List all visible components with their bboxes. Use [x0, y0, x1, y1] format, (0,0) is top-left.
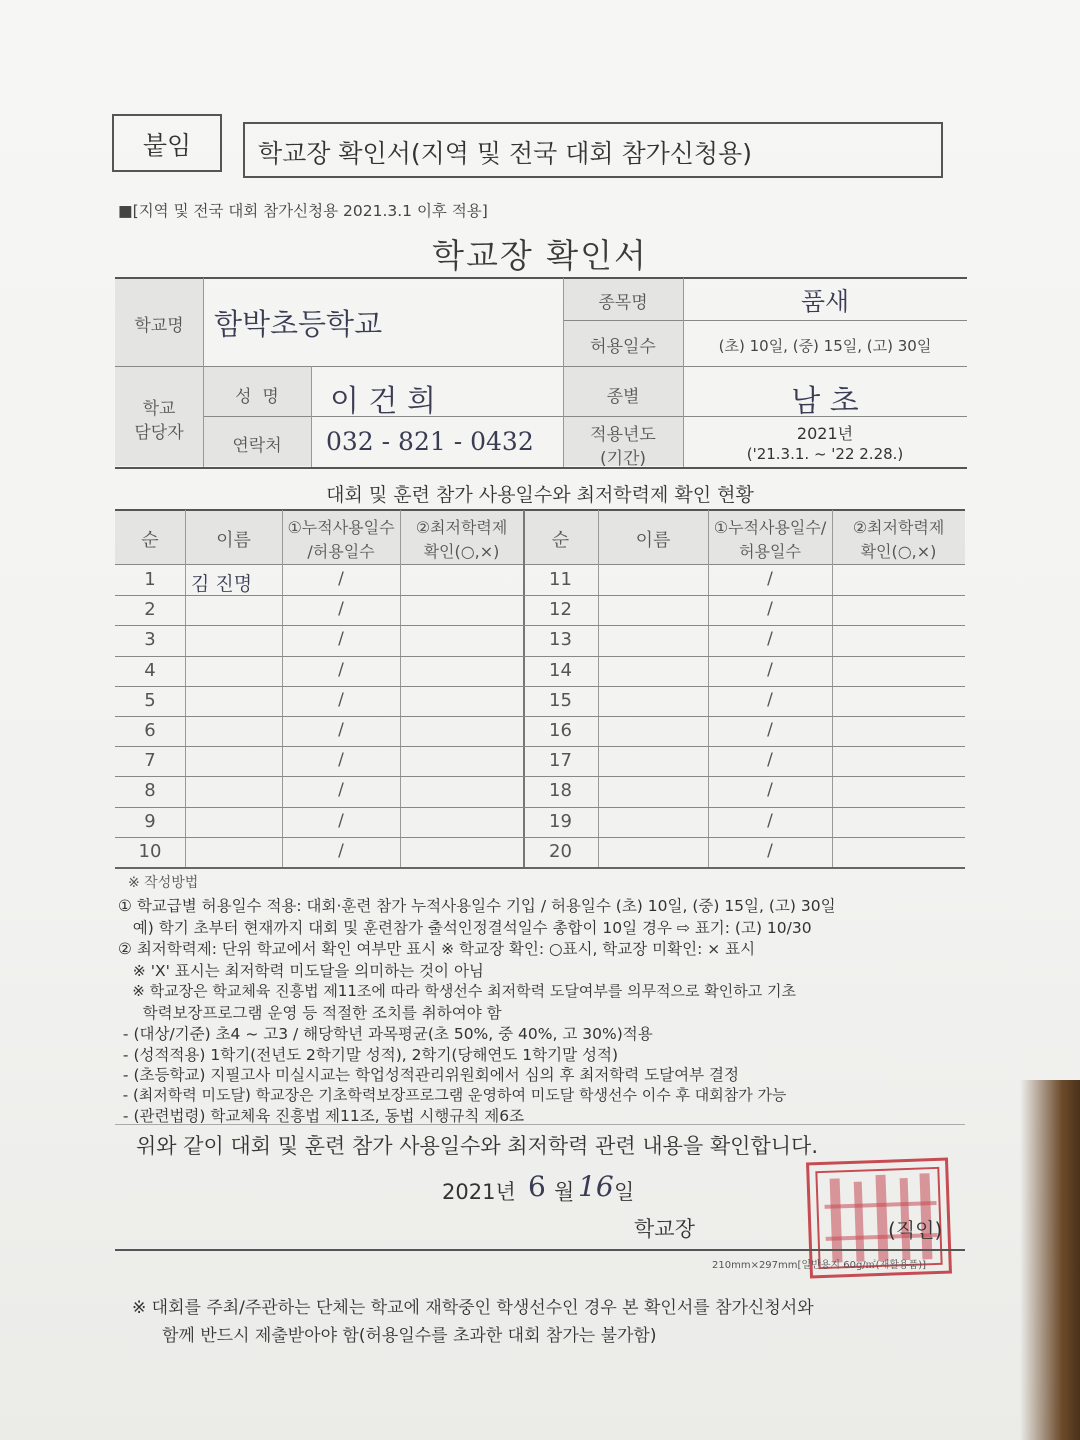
seal-label: (직인) — [888, 1218, 943, 1242]
signature-bottom-line — [115, 1249, 965, 1251]
note-line-3: ② 최저학력제: 단위 학교에서 확인 여부만 표시 ※ 학교장 확인: ○표시, 학교장 미확인: × 표시 — [118, 940, 756, 958]
col-min-right-2: 확인(○,×) — [860, 542, 937, 561]
header-title: 학교장 확인서(지역 및 전국 대회 참가신청용) — [258, 139, 752, 168]
footer-line-1: ※ 대회를 주최/주관하는 단체는 학교에 재학중인 학생선수인 경우 본 확인서를 참가신청서와 — [132, 1298, 814, 1318]
row-days-slash: / — [767, 690, 773, 710]
row-days-slash: / — [338, 690, 344, 710]
status-table-title: 대회 및 훈련 참가 사용일수와 최저학력제 확인 현황 — [326, 484, 754, 506]
row-days-slash: / — [338, 811, 344, 831]
row-number: 10 — [138, 841, 162, 862]
table-row-divider — [115, 686, 965, 687]
table-row-divider — [115, 837, 965, 838]
info-top-border — [115, 277, 967, 279]
table-row-divider — [115, 867, 965, 869]
row-days-slash: / — [338, 780, 344, 800]
row-number: 18 — [549, 780, 572, 801]
table-row-divider — [115, 807, 965, 808]
row-days-slash: / — [338, 660, 344, 680]
table-row-divider — [115, 625, 965, 626]
col-no-right: 순 — [551, 530, 570, 551]
document-title: 학교장 확인서 — [432, 236, 648, 275]
principal-label: 학교장 — [634, 1217, 695, 1241]
paper-size-note: 210mm×297mm[일반용지 60g/㎡(재활용품)] — [712, 1260, 927, 1271]
row-number: 6 — [144, 720, 156, 741]
row-number: 20 — [549, 841, 572, 862]
confirm-statement: 위와 같이 대회 및 훈련 참가 사용일수와 최저학력 관련 내용을 확인합니다. — [136, 1134, 819, 1158]
note-line-7: - (대상/기준) 초4 ~ 고3 / 해당학년 과목평균(초 50%, 중 40%, 고 30%)적용 — [118, 1025, 653, 1043]
school-label: 학교명 — [134, 316, 184, 336]
status-top-border — [115, 509, 965, 511]
year-value-2: ('21.3.1. ~ '22 2.28.) — [746, 445, 904, 463]
note-line-8: - (성적적용) 1학기(전년도 2학기말 성적), 2학기(당해연도 1학기말 성적) — [118, 1046, 618, 1064]
event-value: 품새 — [800, 287, 850, 316]
status-vline-5 — [598, 510, 599, 867]
row-number: 14 — [549, 660, 572, 681]
row-days-slash: / — [767, 720, 773, 740]
school-value: 함박초등학교 — [214, 307, 383, 341]
footer-line-2: 함께 반드시 제출받아야 함(허용일수를 초과한 대회 참가는 불가함) — [162, 1326, 657, 1346]
row-days-slash: / — [767, 780, 773, 800]
notes-bottom-line — [115, 1124, 965, 1125]
row-days-slash: / — [767, 599, 773, 619]
contact-value: 032 - 821 - 0432 — [326, 427, 534, 456]
col-days-right-2: 허용일수 — [739, 542, 801, 561]
gender-label: 종별 — [606, 387, 640, 407]
info-mid-line-right1 — [563, 320, 967, 321]
row-number: 8 — [144, 780, 156, 801]
note-line-5: ※ 학교장은 학교체육 진흥법 제11조에 따라 학생선수 최저학력 도달여부를 의무적으로 확인하고 기초 — [118, 982, 797, 1000]
year-value-1: 2021년 — [796, 424, 854, 443]
info-mid-line-2 — [115, 366, 967, 367]
row-number: 19 — [549, 811, 572, 832]
table-row-divider — [115, 776, 965, 777]
note-line-4: ※ 'X' 표시는 최저학력 미도달을 의미하는 것이 아님 — [118, 962, 484, 980]
note-line-10: - (최저학력 미도달) 학교장은 기초학력보장프로그램 운영하여 미도달 학생선수 이수 후 대회참가 가능 — [118, 1086, 787, 1104]
row-days-slash: / — [338, 750, 344, 770]
col-days-left-2: /허용일수 — [307, 542, 375, 561]
col-name-right: 이름 — [635, 530, 671, 551]
year-label-1: 적용년도 — [590, 425, 656, 445]
row-days-slash: / — [338, 720, 344, 740]
confirm-month: 6 — [528, 1170, 546, 1203]
status-vline-7 — [832, 510, 833, 867]
row-number: 1 — [144, 569, 156, 590]
row-days-slash: / — [338, 569, 344, 589]
manager-label-1: 학교 — [142, 399, 176, 419]
row-number: 5 — [144, 690, 156, 711]
note-line-11: - (관련법령) 학교체육 진흥법 제11조, 동법 시행규칙 제6조 — [118, 1107, 525, 1125]
table-row-divider — [115, 716, 965, 717]
header-subnote: ■[지역 및 전국 대회 참가신청용 2021.3.1 이후 적용] — [118, 202, 488, 220]
row-days-slash: / — [338, 599, 344, 619]
confirm-month-unit: 월 — [554, 1180, 575, 1204]
info-vline-2 — [311, 366, 312, 467]
year-label-2: (기간) — [599, 449, 647, 469]
note-line-2: 예) 학기 초부터 현재까지 대회 및 훈련참가 출석인정결석일수 총합이 10일 경우 ⇨ 표기: (고) 10/30 — [118, 919, 812, 937]
status-vline-1 — [185, 510, 186, 867]
note-line-9: - (초등학교) 지필고사 미실시교는 학업성적관리위원회에서 심의 후 최저학력 도달여부 결정 — [118, 1066, 739, 1084]
confirm-year: 2021년 — [442, 1180, 516, 1204]
row-days-slash: / — [767, 841, 773, 861]
row-days-slash: / — [767, 569, 773, 589]
contact-label: 연락처 — [232, 436, 282, 456]
table-row-divider — [115, 656, 965, 657]
info-bottom-border — [115, 467, 967, 469]
row-days-slash: / — [338, 841, 344, 861]
row-number: 15 — [549, 690, 572, 711]
confirm-day: 16 — [578, 1170, 614, 1203]
event-label: 종목명 — [598, 293, 648, 313]
note-line-6: 학력보장프로그램 운영 등 적절한 조치를 취하여야 함 — [118, 1004, 502, 1022]
col-min-left-2: 확인(○,×) — [423, 542, 500, 561]
name-label: 성 명 — [235, 387, 279, 407]
row-number: 11 — [549, 569, 572, 590]
col-days-left-1: ①누적사용일수 — [287, 518, 395, 537]
row-number: 2 — [144, 599, 156, 620]
gender-value: 남 초 — [791, 384, 859, 419]
table-edge-shadow — [1020, 1080, 1080, 1440]
allowed-label: 허용일수 — [590, 337, 656, 357]
confirm-day-unit: 일 — [614, 1180, 635, 1204]
row-number: 4 — [144, 660, 156, 681]
note-line-1: ① 학교급별 허용일수 적용: 대회·훈련 참가 누적사용일수 기입 / 허용일수 (초) 10일, (중) 15일, (고) 30일 — [118, 897, 836, 915]
row-days-slash: / — [767, 660, 773, 680]
row-number: 9 — [144, 811, 156, 832]
col-min-right-1: ②최저학력제 — [852, 518, 945, 537]
row-number: 13 — [549, 629, 572, 650]
row-days-slash: / — [338, 629, 344, 649]
row-days-slash: / — [767, 750, 773, 770]
status-vline-3 — [400, 510, 401, 867]
table-row-divider — [115, 746, 965, 747]
allowed-value: (초) 10일, (중) 15일, (고) 30일 — [718, 337, 932, 355]
col-min-left-1: ②최저학력제 — [415, 518, 508, 537]
row-student-name: 김 진명 — [191, 573, 253, 595]
row-number: 12 — [549, 599, 572, 620]
row-number: 16 — [549, 720, 572, 741]
row-number: 17 — [549, 750, 572, 771]
status-header-bottom — [115, 564, 965, 565]
row-days-slash: / — [767, 629, 773, 649]
attachment-tag: 붙임 — [142, 131, 192, 160]
manager-label-2: 담당자 — [134, 423, 184, 443]
col-name-left: 이름 — [216, 530, 251, 551]
notes-heading: ※ 작성방법 — [128, 875, 199, 891]
row-number: 3 — [144, 629, 156, 650]
row-number: 7 — [144, 750, 156, 771]
name-value: 이 건 희 — [330, 384, 437, 419]
col-days-right-1: ①누적사용일수/ — [713, 518, 827, 537]
row-days-slash: / — [767, 811, 773, 831]
col-no-left: 순 — [141, 530, 159, 551]
